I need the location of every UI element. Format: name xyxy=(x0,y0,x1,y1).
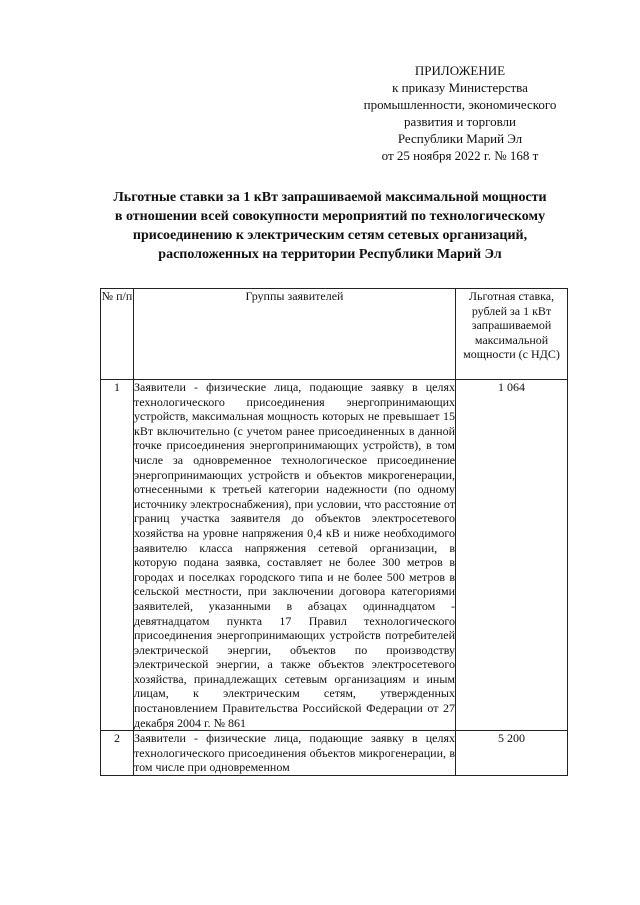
annex-order-date: от 25 ноября 2022 г. № 168 т xyxy=(381,148,539,163)
row-rate-value: 1 064 xyxy=(456,380,568,731)
annex-line: к приказу Министерства xyxy=(392,80,528,95)
rates-table xyxy=(100,288,568,776)
header-applicant-groups: Группы заявителей xyxy=(134,289,456,380)
row-rate-value: 5 200 xyxy=(456,731,568,776)
title-line: присоединению к электрическим сетям сетевых организаций, xyxy=(132,228,528,243)
title-line: в отношении всей совокупности мероприятий по технологическому xyxy=(114,209,546,224)
row-group-description: Заявители - физические лица, подающие заявку в целях технологического присоединения объектов микрогенерации, в том числе при одновременном xyxy=(134,731,455,775)
row-number: 2 xyxy=(101,731,134,776)
header-rate: Льготная ставка, рублей за 1 кВт запрашиваемой максимальной мощности (с НДС) xyxy=(456,289,568,380)
annex-line: промышленности, экономического xyxy=(363,97,557,112)
annex-line: Республики Марий Эл xyxy=(397,131,523,146)
row-number: 1 xyxy=(101,380,134,731)
table-row xyxy=(101,731,568,776)
annex-header xyxy=(350,62,570,164)
annex-line: развития и торговли xyxy=(403,114,516,129)
header-number: № п/п xyxy=(101,289,134,380)
row-group-description: Заявители - физические лица, подающие заявку в целях технологического присоединения энергопринимающих устройств, максимальная мощность которых не превышает 15 кВт включительно (с учетом ранее присоединенных в данной точке присоединения энергопринимающих устройств), в том числе за одновременное технологическое присоединение энергопринимающих устройств и объектов микрогенерации, отнесенными к третьей категории надежности (по одному источнику электроснабжения), при условии, что расстояние от границ участка заявителя до объектов электросетевого хозяйства на уровне напряжения 0,4 кВ и ниже необходимого заявителю класса напряжения сетевой организации, в которую подана заявка, составляет не более 300 метров в городах и поселках городского типа и не более 500 метров в сельской местности, при заключении договора категориями заявителей, указанными в абзацах одиннадцатом - девятнадцатом пункта 17 Правил технологического присоединения энергопринимающих устройств потребителей электрической энергии, объектов по производству электрической энергии, а также объектов электросетевого хозяйства, принадлежащих сетевым организациям и иным лицам, к электрическим сетям, утвержденных постановлением Правительства Российской Федерации от 27 декабря 2004 г. № 861 xyxy=(134,380,455,730)
title-line: расположенных на территории Республики Марий Эл xyxy=(158,247,502,262)
table-header-row xyxy=(101,289,568,380)
annex-label: ПРИЛОЖЕНИЕ xyxy=(414,63,506,78)
table-row xyxy=(101,380,568,731)
document-title xyxy=(80,188,580,264)
title-line: Льготные ставки за 1 кВт запрашиваемой максимальной мощности xyxy=(113,190,547,205)
